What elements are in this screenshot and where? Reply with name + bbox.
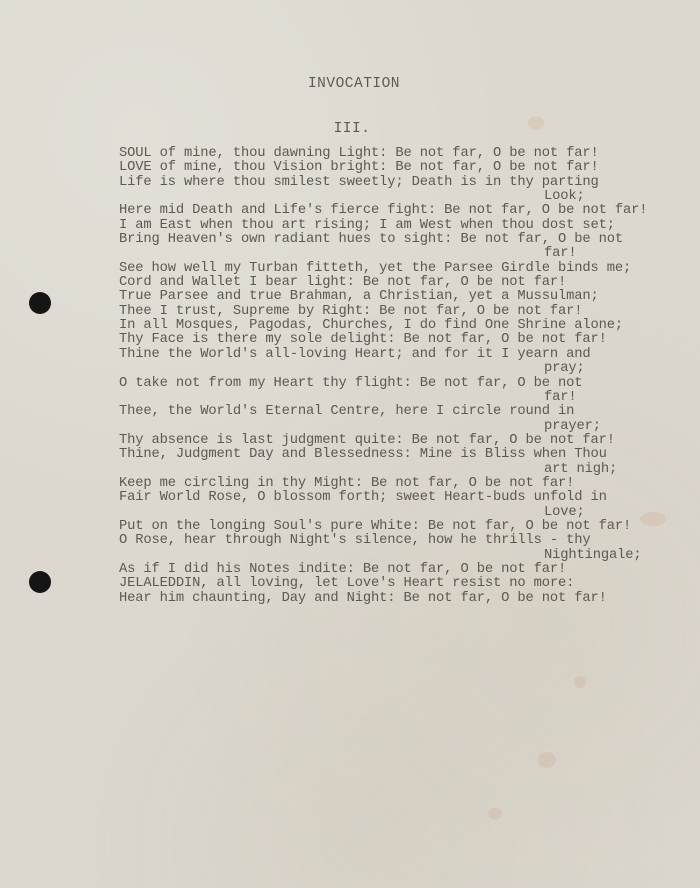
poem-line: Bring Heaven's own radiant hues to sight: Be not far, O be not <box>119 232 624 248</box>
poem-line-continuation: art nigh; <box>544 461 618 477</box>
poem-line: Thine, Judgment Day and Blessedness: Mine is Bliss when Thou <box>119 447 607 463</box>
poem-line: As if I did his Notes indite: Be not far, O be not far! <box>119 561 567 577</box>
poem-line-continuation: far! <box>544 246 577 262</box>
poem-line: Cord and Wallet I bear light: Be not far, O be not far! <box>119 275 567 291</box>
poem-line-continuation: far! <box>544 389 577 405</box>
poem-line: I am East when thou art rising; I am West when thou dost set; <box>119 217 615 233</box>
poem-line: Keep me circling in thy Might: Be not far, O be not far! <box>119 475 575 491</box>
poem-line: O take not from my Heart thy flight: Be not far, O be not <box>119 375 583 391</box>
poem-line-continuation: Look; <box>544 189 585 205</box>
poem-line: Life is where thou smilest sweetly; Death is in thy parting <box>119 174 599 190</box>
paper-stain <box>574 676 586 688</box>
poem-line-continuation: prayer; <box>544 418 601 434</box>
poem-line: JELALEDDIN, all loving, let Love's Heart resist no more: <box>119 576 575 592</box>
poem-line: LOVE of mine, thou Vision bright: Be not far, O be not far! <box>119 160 599 176</box>
poem-line: Thy Face is there my sole delight: Be not far, O be not far! <box>119 332 607 348</box>
poem-line: See how well my Turban fitteth, yet the Parsee Girdle binds me; <box>119 260 632 276</box>
poem-line: Thine the World's all-loving Heart; and for it I yearn and <box>119 346 591 362</box>
poem-line: Thee I trust, Supreme by Right: Be not far, O be not far! <box>119 303 583 319</box>
punch-hole-bottom <box>29 571 51 593</box>
poem-line: Hear him chaunting, Day and Night: Be not far, O be not far! <box>119 590 607 606</box>
poem-line: Thy absence is last judgment quite: Be not far, O be not far! <box>119 432 615 448</box>
poem-body <box>119 147 689 606</box>
poem-line: O Rose, hear through Night's silence, how he thrills - thy <box>119 533 591 549</box>
poem-line-continuation: Love; <box>544 504 585 520</box>
poem-line: Put on the longing Soul's pure White: Be not far, O be not far! <box>119 518 632 534</box>
document-title: INVOCATION <box>307 76 400 92</box>
poem-line: Fair World Rose, O blossom forth; sweet Heart-buds unfold in <box>119 490 607 506</box>
paper-stain <box>488 808 502 820</box>
paper-stain <box>538 752 556 768</box>
poem-line: Here mid Death and Life's fierce fight: Be not far, O be not far! <box>119 203 648 219</box>
section-number: III. <box>333 121 371 137</box>
poem-line: SOUL of mine, thou dawning Light: Be not far, O be not far! <box>119 146 599 161</box>
poem-line-continuation: pray; <box>544 361 585 377</box>
poem-line: In all Mosques, Pagodas, Churches, I do find One Shrine alone; <box>119 318 624 334</box>
punch-hole-top <box>29 292 51 314</box>
poem-line: Thee, the World's Eternal Centre, here I circle round in <box>119 404 575 420</box>
poem-line-continuation: Nightingale; <box>544 547 642 563</box>
poem-line: True Parsee and true Brahman, a Christian, yet a Mussulman; <box>119 289 599 305</box>
